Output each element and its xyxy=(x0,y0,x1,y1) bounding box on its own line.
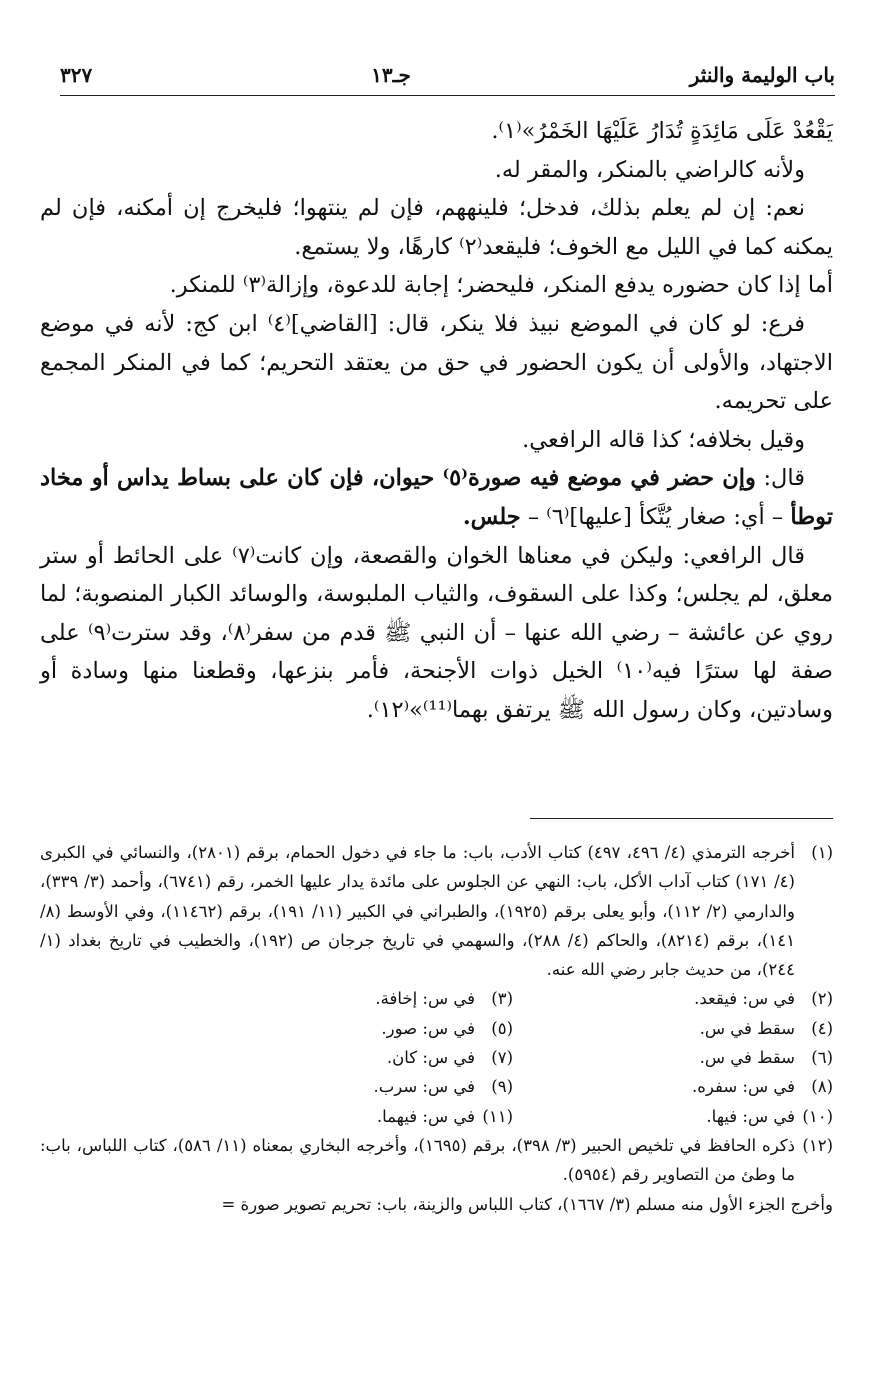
footnote-text: في س: فيقعد. xyxy=(694,989,795,1009)
footnote-number: (٥) xyxy=(491,1018,513,1038)
p7-plain: قال: xyxy=(755,465,805,492)
footnotes xyxy=(40,838,833,1219)
footnote-pair xyxy=(40,1043,833,1072)
footnote-text: في س: سفره. xyxy=(692,1077,795,1097)
footnote-text: في س: فيهما. xyxy=(376,1106,475,1126)
paragraph-4: أما إذا كان حضوره يدفع المنكر، فليحضر؛ إجابة للدعوة، وإزالة⁽٣⁾ للمنكر. xyxy=(169,272,833,299)
footnote-12 xyxy=(40,1131,833,1190)
footnote-text: في س: صور. xyxy=(381,1018,475,1038)
footnote-pair xyxy=(40,1102,833,1131)
footnote-number: (٤) xyxy=(811,1018,833,1038)
footnote-text: سقط في س. xyxy=(699,1018,795,1038)
p7-bold-b: جلس. xyxy=(462,503,521,530)
footnote-1 xyxy=(40,838,833,984)
footnote-text: أخرجه الترمذي (٤/ ٤٩٦، ٤٩٧) كتاب الأدب، باب: ما جاء في دخول الحمام، برقم (٢٨٠١)، والنسائي في الكبرى (٤/ ١٧١) كتاب آداب الأكل، باب: النهي عن الجلوس على مائدة يدار عليها الخمر، رقم (٦٧٤١)، وأحمد (٣/ ٣٣٩)، والدارمي (٢/ ١١٢)، وأبو يعلى برقم (١٩٢٥)، والطبراني في الكبير (١١/ ١٩١)، برقم (١١٤٦٢)، وفي الأوسط (٨/ ١٤١)، برقم (٨٢١٤)، والحاكم (٤/ ٢٨٨)، والسهمي في تاريخ جرجان ص (١٩٢)، والخطيب في تاريخ بغداد (١/ ٢٤٤)، من حديث جابر رضي الله عنه. xyxy=(40,843,795,980)
footnote-text: ذكره الحافظ في تلخيص الحبير (٣/ ٣٩٨)، برقم (١٦٩٥)، وأخرجه البخاري بمعناه (١١/ ٥٨٦)، كتاب اللباس، باب: ما وطئ من التصاوير رقم (٥٩٥٤). xyxy=(40,1135,796,1185)
footnote-continuation: وأخرج الجزء الأول منه مسلم (٣/ ١٦٦٧)، كتاب اللباس والزينة، باب: تحريم تصوير صورة = xyxy=(221,1194,833,1214)
paragraph-8: قال الرافعي: وليكن في معناها الخوان والقصعة، وإن كانت⁽٧⁾ على الحائط أو ستر معلق، لم يجلس؛ وكذا على السقوف، والثياب الملبوسة، والوسائد الكبار المنصوبة؛ لما روي عن عائشة – رضي الله عنها – أن النبي ﷺ قدم من سفر⁽٨⁾، وقد سترت⁽٩⁾ على صفة لها سترًا فيه⁽١٠⁾ الخيل ذوات الأجنحة، فأمر بنزعها، وقطعنا منها وسادة أو وسادتين، وكان رسول الله ﷺ يرتفق بهما⁽¹¹⁾»⁽١٢⁾. xyxy=(40,542,834,723)
running-title: باب الوليمة والنثر xyxy=(689,63,835,87)
paragraph-3: نعم: إن لم يعلم بذلك، فدخل؛ فلينههم، فإن لم ينتهوا؛ فليخرج إن أمكنه، فإن لم يمكنه كما في الليل مع الخوف؛ فليقعد⁽٢⁾ كارهًا، ولا يستمع. xyxy=(40,195,833,260)
page-number: ٣٢٧ xyxy=(60,63,93,87)
footnote-number: (٨) xyxy=(811,1077,833,1097)
footnote-number: (٢) xyxy=(811,989,833,1009)
footnote-pair xyxy=(40,1072,833,1101)
footnote-number: (١١) xyxy=(482,1106,513,1126)
header-rule xyxy=(60,95,835,96)
p7-bold-a: وإن حضر في موضع فيه صورة⁽٥⁾ حيوان، فإن كان على بساط يداس أو مخاد توطأ xyxy=(40,465,833,530)
footnote-number: (١) xyxy=(811,843,833,862)
footnote-number: (١٢) xyxy=(802,1135,833,1155)
footnote-pair xyxy=(40,1014,833,1043)
paragraph-2: ولأنه كالراضي بالمنكر، والمقر له. xyxy=(494,156,805,183)
paragraph-5: فرع: لو كان في الموضع نبيذ فلا ينكر، قال: [القاضي]⁽٤⁾ ابن كج: لأنه في موضع الاجتهاد، والأولى أن يكون الحضور في حق من يعتقد التحريم؛ كما في المنكر المجمع على تحريمه. xyxy=(40,310,833,415)
volume-number: جـ١٣ xyxy=(371,63,411,87)
paragraph-7 xyxy=(40,459,833,536)
main-text xyxy=(40,112,833,730)
footnote-number: (٩) xyxy=(491,1077,513,1097)
footnote-number: (١٠) xyxy=(802,1106,833,1126)
footnote-text: في س: كان. xyxy=(386,1048,475,1068)
footnote-number: (٧) xyxy=(491,1048,513,1068)
footnote-number: (٣) xyxy=(491,989,513,1009)
paragraph-6: وقيل بخلافه؛ كذا قاله الرافعي. xyxy=(522,426,805,453)
paragraph-1: يَقْعُدْ عَلَى مَائِدَةٍ تُدَارُ عَلَيْهَا الخَمْرُ»⁽١⁾. xyxy=(491,118,833,144)
footnote-text: في س: سرب. xyxy=(373,1077,475,1097)
footnote-text: في س: إخافة. xyxy=(375,989,475,1009)
footnote-rule xyxy=(530,818,833,819)
footnote-pair xyxy=(40,984,833,1013)
footnote-number: (٦) xyxy=(811,1048,833,1068)
p7-mid: – أي: صغار يُتَّكأ [عليها]⁽٦⁾ – xyxy=(520,503,791,530)
footnote-text: سقط في س. xyxy=(699,1048,795,1068)
page-header xyxy=(60,58,835,92)
footnote-text: في س: فيها. xyxy=(706,1106,795,1126)
